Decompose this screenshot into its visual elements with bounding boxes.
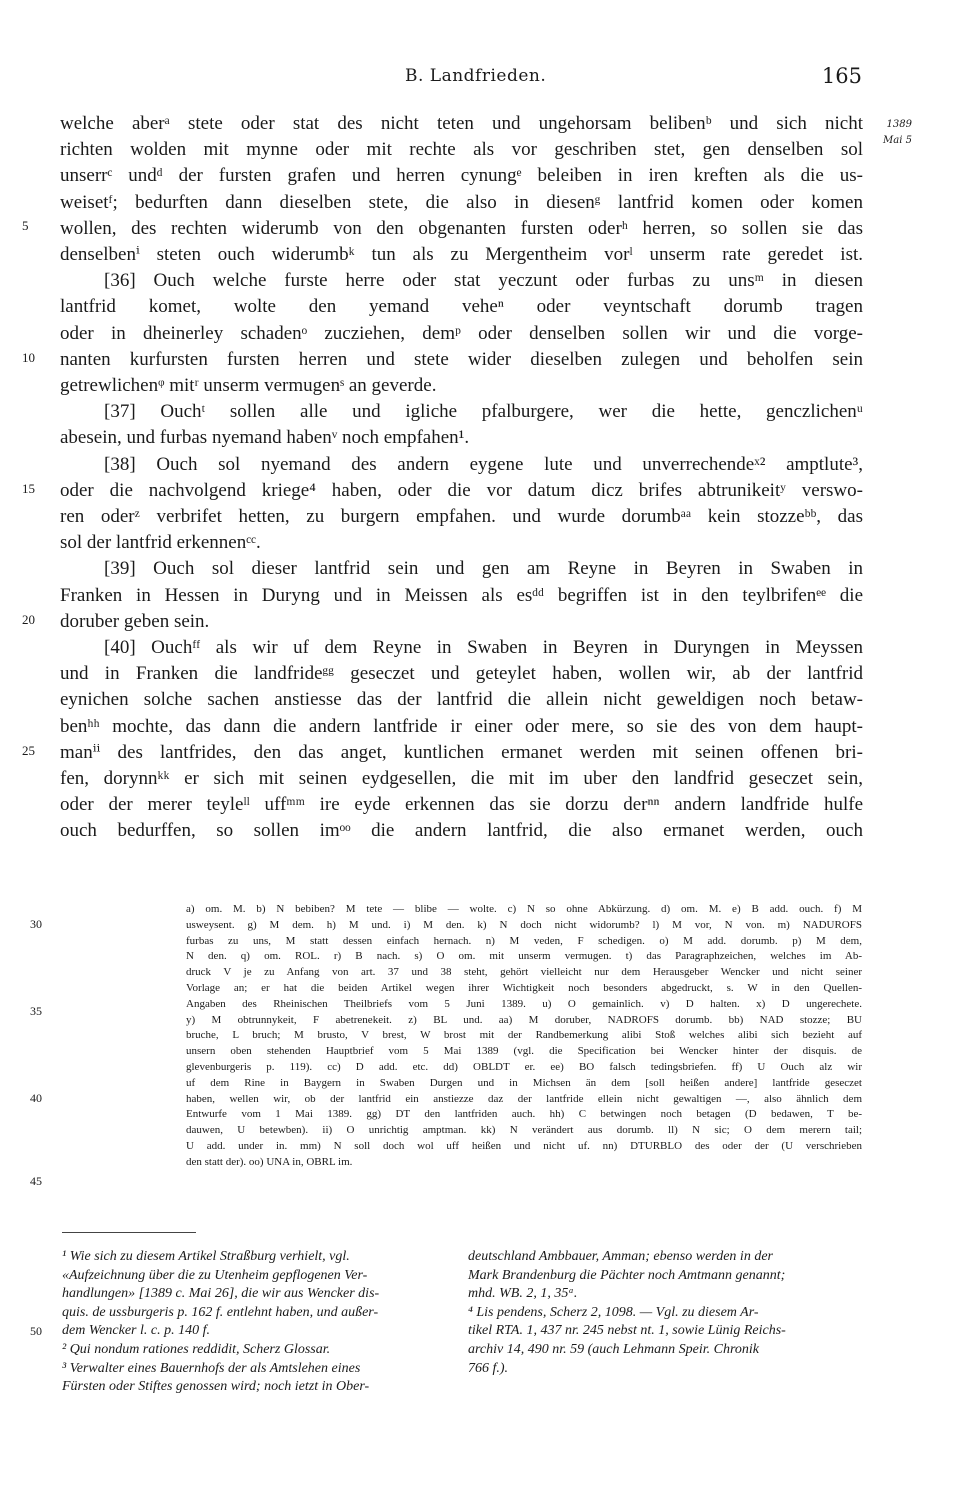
text-line: [39] Ouch sol dieser lantfrid sein und gen am Reyne in Beyren in Swaben in: [104, 558, 863, 580]
footnote-line: ⁴ Lis pendens, Scherz 2, 1098. — Vgl. zu diesem Ar-: [468, 1304, 759, 1320]
footnote-line: quis. de ussburgeris p. 162 f. entlehnt haben, und außer-: [62, 1304, 379, 1320]
text-line: wollen, des rechten widerumb von den obgenanten fursten oderʰ herren, so sollen sie das: [60, 217, 863, 239]
footnote-line: ¹ Wie sich zu diesem Artikel Straßburg verhielt, vgl.: [62, 1249, 350, 1264]
apparatus-line: unsern oben stehenden Hauptbrief vom 5 Mai 1389 (vgl. die Specification bei Wencker hinter der disquis. de: [186, 1045, 862, 1058]
text-line: [37] Ouchᵗ sollen alle und igliche pfalburgere, wer die hette, genczlichenᵘ: [104, 401, 863, 423]
apparatus-line: Entwurfe vom 1 Mai 1389. gg) DT den lantfriden auch. hh) C betwingen noch betagen (D bedawen, T be-: [186, 1108, 862, 1121]
text-line: oder der merer teyleˡˡ uffᵐᵐ ire eyde erkennen das sie dorzu derⁿⁿ andern landfride hulfe: [60, 794, 863, 816]
text-line: ouch bedurffen, so sollen imᵒᵒ die andern lantfrid, die also ermanet werden, ouch: [60, 820, 863, 842]
text-line: fen, dorynnᵏᵏ er sich mit seinen eydgesellen, die mit im uber den landfrid geseczet sein,: [60, 768, 863, 790]
apparatus-line: dauwen, U betewben). ii) O unrichtig amptman. kk) N verändert aus dorumb. ll) N sic; O dem merern tail;: [186, 1124, 862, 1137]
text-line: Franken in Hessen in Duryng und in Meissen als esᵈᵈ begriffen ist in den teylbrifenᵉᵉ die: [60, 584, 863, 606]
margin-year: 1389: [886, 119, 912, 130]
text-line: manⁱⁱ des lantfrides, den das anget, kuntlichen ermanet werden mit seinen offenen bri-: [60, 741, 863, 763]
apparatus-line: U add. under in. mm) N soll doch wol uff heißen und nicht uf. nn) DTURBLO des oder der (U verschrieben: [186, 1139, 862, 1152]
text-line: eynichen solche sachen anstiesse das der lantfrid die allein nicht geweldigen noch betaw-: [60, 689, 863, 711]
apparatus-line: bruche, L bruch; M brusto, V brest, W brost mit der Randbemerkung alibi Stoß welches alibi sich bezieht auf: [186, 1029, 862, 1042]
running-head: B. Landfrieden.: [405, 66, 547, 86]
apparatus-line: furbas zu uns, M statt dessen einfach hernach. n) M veden, F schedigen. o) M add. dorumb. p) M dem,: [186, 934, 862, 947]
text-line: unserrᶜ undᵈ der fursten grafen und herren cynungᵉ beleiben in iren kreften als die us-: [60, 165, 863, 187]
text-line: richten wolden mit mynne oder mit rechte als vor geschriben stet, gen denselben sol: [60, 139, 863, 161]
apparatus-line: uf dem Rine in Baygern in Swaben Durgen und in Michsen än dem [soll heißen andere] lantfride geseczet: [186, 1076, 862, 1089]
apparatus-line: a) om. M. b) N bebiben? M tete — blibe — wolte. c) N so ohne Abkürzung. d) om. M. e) B add. ouch. f) M: [186, 903, 862, 915]
line-number: 35: [30, 1004, 42, 1018]
text-line: getrewlichenᵠ mitʳ unserm vermugenˢ an geverde.: [60, 375, 437, 397]
apparatus-line: glevenburgeris p. 119). cc) D add. etc. dd) OBLDT er. ee) BO falsch tedingsbriefen. ff) U Ouch alz wir: [186, 1060, 862, 1073]
footnote-line: handlungen» [1389 c. Mai 26], die wir aus Wencker dis-: [62, 1286, 380, 1302]
line-number: 10: [22, 350, 35, 365]
line-number: 40: [30, 1091, 42, 1105]
footnote-line: archiv 14, 490 nr. 59 (auch Lehmann Speir. Chronik: [468, 1341, 759, 1357]
footnote-line: Mark Brandenburg die Pächter noch Amtmann genannt;: [468, 1267, 786, 1283]
footnote-line: «Aufzeichnung über die zu Utenheim gepflogenen Ver-: [62, 1267, 368, 1283]
apparatus-line: den statt der). oo) UNA in, OBRL im.: [186, 1155, 353, 1168]
line-number: 25: [22, 743, 35, 758]
line-number: 50: [30, 1324, 42, 1338]
text-line: [36] Ouch welche furste herre oder stat yeczunt oder furbas zu unsᵐ in diesen: [104, 270, 863, 292]
footnotes-left-column: [62, 1248, 442, 1397]
main-text: [60, 111, 863, 845]
footnote-line: 766 f.).: [468, 1360, 509, 1376]
footnote-line: ² Qui nondum rationes reddidit, Scherz Glossar.: [62, 1341, 331, 1357]
text-line: sol der lantfrid erkennenᶜᶜ.: [60, 532, 261, 554]
critical-apparatus: [186, 902, 862, 1171]
footnote-line: dem Wencker l. c. p. 140 f.: [62, 1323, 210, 1339]
page-number: 165: [821, 64, 862, 88]
apparatus-line: druck V je zu Anfang von art. 37 und 38 steht, gehört vielleicht nur dem Herausgeber Wencker und nicht seiner: [186, 966, 862, 979]
line-number: 30: [30, 917, 42, 931]
footnote-line: Fürsten oder Stiftes genossen wird; noch ietzt in Ober-: [62, 1379, 370, 1395]
line-number: 5: [22, 218, 29, 233]
text-line: benʰʰ mochte, das dann die andern lantfride ir einer oder mere, so sie des von dem haupt-: [60, 715, 863, 737]
text-line: und in Franken die landfrideᵍᵍ geseczet und geteylet haben, wollen wir, ab der lantfrid: [60, 663, 863, 685]
apparatus-line: y) M obtrunnykeit, F abetrenekeit. z) BL und. aa) M doruber, NADROFS dorumb. bb) NAD stozze; BU: [186, 1013, 862, 1026]
text-line: weisetᶠ; bedurften dann dieselben stete, die also in diesenᵍ lantfrid komen oder komen: [60, 191, 863, 213]
text-line: abesein, und furbas nyemand habenᵛ noch empfahen¹.: [60, 427, 470, 449]
apparatus-line: N den. q) om. ROL. r) B nach. s) O om. mit unserm vermugen. t) das Paragraphzeichen, welches im Ab-: [186, 950, 862, 963]
text-line: [38] Ouch sol nyemand des andern eygene lute und unverrechendeˣ² amptlute³,: [104, 453, 863, 475]
margin-date: Mai 5: [883, 135, 912, 146]
footnote-line: deutschland Ambbauer, Amman; ebenso werden in der: [468, 1249, 773, 1264]
line-number: 20: [22, 612, 35, 627]
apparatus-line: Angaben des Rheinischen Theilbriefs vom 5 Juni 1389. u) O gemainlich. v) D halten. x) D ungerechete.: [186, 997, 862, 1010]
text-line: doruber geben sein.: [60, 610, 210, 632]
text-line: oder in dheinerley schadenᵒ zucziehen, demᵖ oder denselben sollen wir und die vorge-: [60, 322, 863, 344]
footnote-line: tikel RTA. 1, 437 nr. 245 nebst nt. 1, sowie Lünig Reichs-: [468, 1323, 786, 1339]
footnote-line: ³ Verwalter eines Bauernhofs der als Amtslehen eines: [62, 1360, 361, 1376]
text-line: [40] Ouchᶠᶠ als wir uf dem Reyne in Swaben in Beyren in Duryngen in Meyssen: [104, 637, 863, 659]
text-line: denselbenⁱ steten ouch widerumbᵏ tun als zu Mergentheim vorˡ unserm rate geredet ist.: [60, 244, 863, 266]
text-line: ren oderᶻ verbrifet hetten, zu burgern empfahen. und wurde dorumbᵃᵃ kein stozzeᵇᵇ, das: [60, 506, 863, 528]
line-number: 15: [22, 481, 35, 496]
apparatus-line: Vorlage an; er hat die beiden Artikel wegen ihrer Wichtigkeit noch besonders abgedruckt, s. W in den Quellen-: [186, 981, 862, 994]
apparatus-line: haben, wellen wir, ob der lantfrid ein anstiezze daz der lantfride ellein nicht gewaltigen —, also ähnlich dem: [186, 1092, 862, 1105]
text-line: lantfrid komet, wolte den yemand veheⁿ oder veyntschaft dorumb tragen: [60, 296, 863, 318]
footnote-line: mhd. WB. 2, 1, 35ᵃ.: [468, 1286, 578, 1302]
text-line: nanten kurfursten fursten herren und stete wider dieselben zulegen und beholfen sein: [60, 348, 863, 370]
footnote-rule: [62, 1232, 196, 1233]
text-line: oder die nachvolgend kriege⁴ haben, oder die vor datum dicz brifes abtrunikeitʸ verswo-: [60, 479, 863, 501]
apparatus-line: usweysent. g) M dem. h) M und. i) M den. k) N doch nicht widorumb? l) M vor, N von. m) NADUROFS: [186, 918, 862, 931]
footnotes-right-column: [468, 1248, 863, 1378]
text-line: welche aberᵃ stete oder stat des nicht teten und ungehorsam belibenᵇ und sich nicht: [60, 113, 863, 134]
line-number: 45: [30, 1174, 42, 1188]
